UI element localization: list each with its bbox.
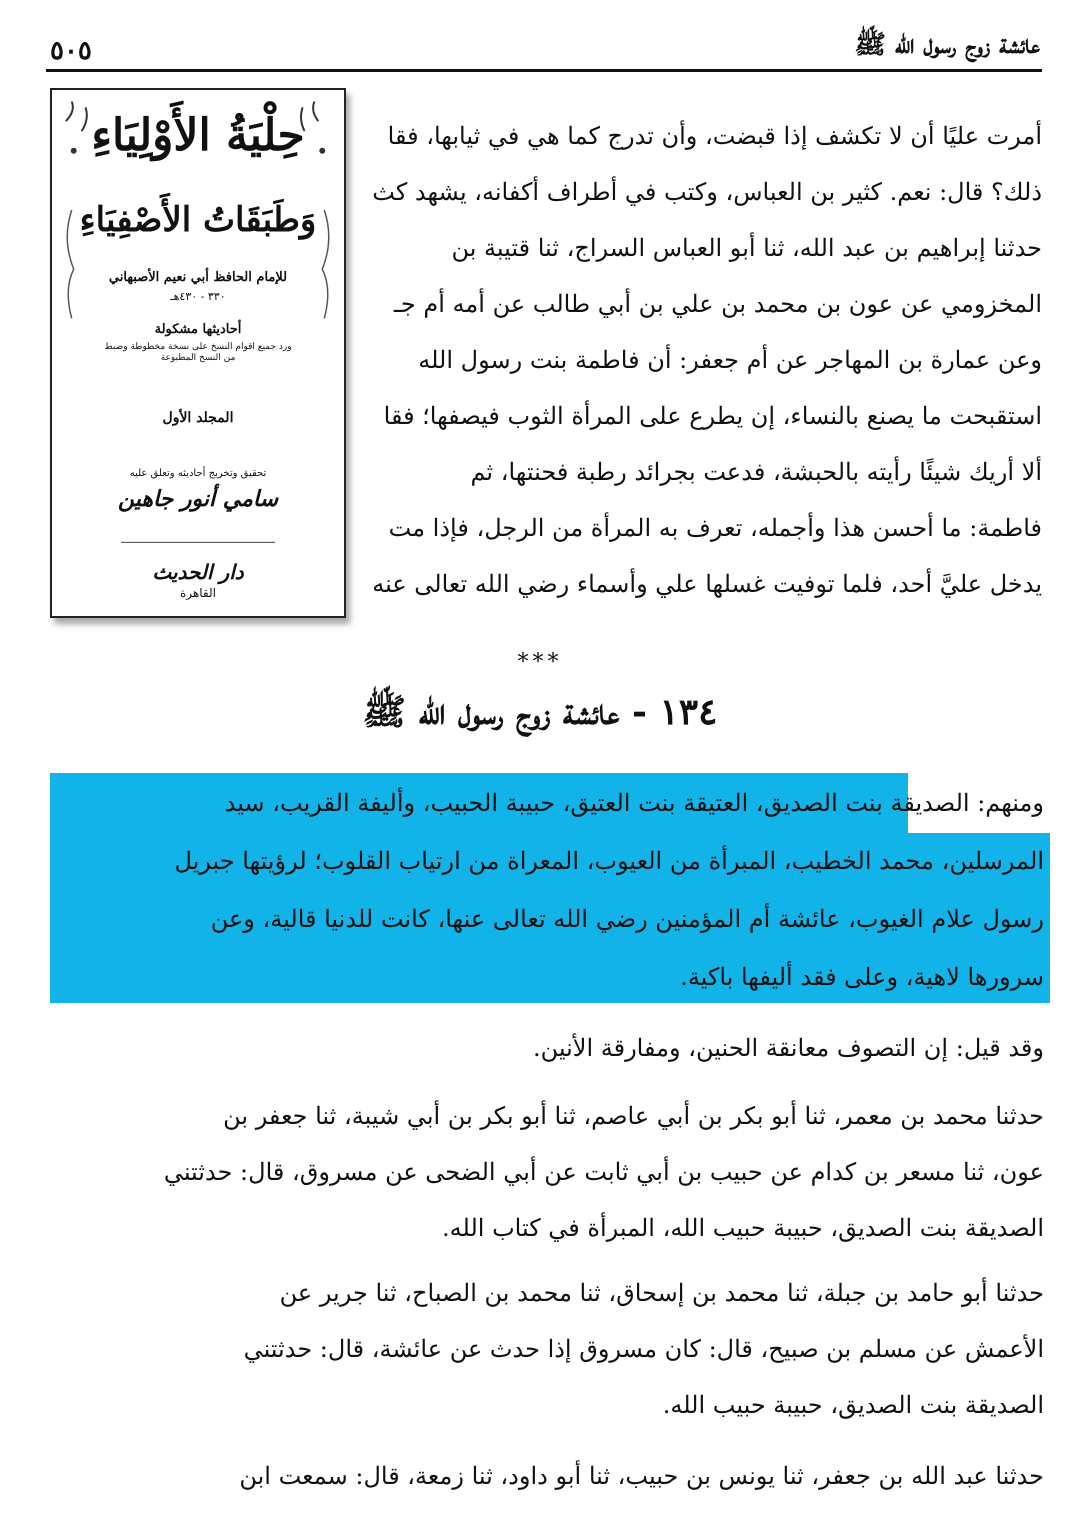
text-line: رسول علام الغيوب، عائشة أم المؤمنين رضي الله تعالى عنها، كانت للدنيا قالية، وعن [210, 905, 1044, 933]
cover-dates: ٣٣٠ - ٤٣٠هـ [170, 290, 226, 303]
cover-note-detail: ورد جميع اقوام النسخ على نسخة مخطوطة وضبط من النسخ المطبوعة [104, 342, 292, 364]
text-line: حدثنا إبراهيم بن عبد الله، ثنا أبو العباس السراج، ثنا قتيبة بن [451, 234, 1042, 262]
paragraph-c [50, 1088, 1044, 1256]
text-line: حدثنا أبو حامد بن جبلة، ثنا محمد بن إسحاق، ثنا محمد بن الصباح، ثنا جرير عن [279, 1279, 1044, 1307]
text-line: الصديقة بنت الصديق، حبيبة حبيب الله، المبرأة في كتاب الله. [442, 1214, 1044, 1242]
text-line: حدثنا عبد الله بن جعفر، ثنا يونس بن حبيب، ثنا أبو داود، ثنا زمعة، قال: سمعت ابن [239, 1462, 1044, 1490]
text-line: الصديقة بنت الصديق، حبيبة حبيب الله. [662, 1391, 1044, 1419]
paragraph-d [50, 1265, 1044, 1433]
cover-subtitle: وَطَبَقَاتُ الأَصْفِيَاءِ [79, 200, 317, 240]
text-line: فاطمة: ما أحسن هذا وأجمله، تعرف به المرأة من الرجل، فإذا مت [388, 514, 1042, 542]
page-number: ٥٠٥ [50, 36, 92, 66]
text-line: ألا أريك شيئًا رأيته بالحبشة، فدعت بجرائد رطبة فحنتها، ثم [470, 458, 1042, 486]
cover-volume: المجلد الأول [162, 410, 234, 426]
text-line: سرورها لاهية، وعلى فقد أليفها باكية. [680, 963, 1044, 991]
highlighted-paragraph [50, 774, 1044, 1006]
cover-editor-prefix: تحقيق وتخريج أحاديثه وتعلق عليه [129, 468, 267, 479]
text-line: ذلك؟ قال: نعم. كثير بن العباس، وكتب في أطراف أكفانه، يشهد كث [372, 178, 1042, 206]
section-heading: ١٣٤ - عائشة زوج رسول الله ﷺ [362, 691, 718, 733]
text-line: المخزومي عن عون بن محمد بن علي بن أبي طالب عن أمه أم جـ [393, 290, 1042, 318]
running-head-title: عائشة زوج رسول الله ﷺ [854, 30, 1040, 60]
cover-publisher: دار الحديث [152, 560, 244, 584]
header-rule [46, 69, 1042, 72]
text-line: حدثنا محمد بن معمر، ثنا أبو بكر بن أبي عاصم، ثنا أبو بكر بن أبي شيبة، ثنا جعفر بن [223, 1102, 1044, 1130]
text-line: الأعمش عن مسلم بن صبيح، قال: كان مسروق إذا حدث عن عائشة، قال: حدثتني [243, 1335, 1044, 1363]
text-line: يدخل عليَّ أحد، فلما توفيت غسلها علي وأسماء رضي الله تعالى عنه [372, 570, 1042, 598]
running-head [50, 24, 1040, 66]
paragraph-e [50, 1448, 1044, 1504]
cover-editor: سامي أنور جاهين [117, 486, 279, 512]
book-cover-image [50, 88, 346, 618]
cover-note: أحاديثها مشكولة [154, 322, 242, 337]
section-separator: *** [517, 650, 563, 675]
text-line: وقد قيل: إن التصوف معانقة الحنين، ومفارقة الأنين. [532, 1034, 1044, 1062]
cover-title: حِلْيَةُ الأَوْلِيَاءِ [91, 110, 305, 161]
text-line: وعن عمارة بن المهاجر عن أم جعفر: أن فاطمة بنت رسول الله [418, 346, 1042, 374]
text-line: عون، ثنا مسعر بن كدام عن حبيب بن أبي ثابت عن أبي الضحى عن مسروق، قال: حدثتني [163, 1158, 1044, 1186]
text-line: المرسلين، محمد الخطيب، المبرأة من العيوب، المعراة من ارتياب القلوب؛ لرؤيتها جبريل [174, 847, 1044, 875]
paragraph-b [50, 1020, 1044, 1076]
text-line: أمرت عليًا أن لا تكشف إذا قبضت، وأن تدرج كما هي في ثيابها، فقا [387, 122, 1042, 150]
text-line: استقبحت ما يصنع بالنساء، إن يطرع على المرأة الثوب فيصفها؛ فقا [383, 402, 1042, 430]
cover-author: للإمام الحافظ أبي نعيم الأصبهاني [108, 270, 288, 285]
top-paragraph [356, 108, 1042, 612]
text-line: ومنهم: الصديقة بنت الصديق، العتيقة بنت العتيق، حبيبة الحبيب، وأليفة القريب، سيد [224, 789, 1044, 817]
cover-city: القاهرة [180, 586, 216, 600]
